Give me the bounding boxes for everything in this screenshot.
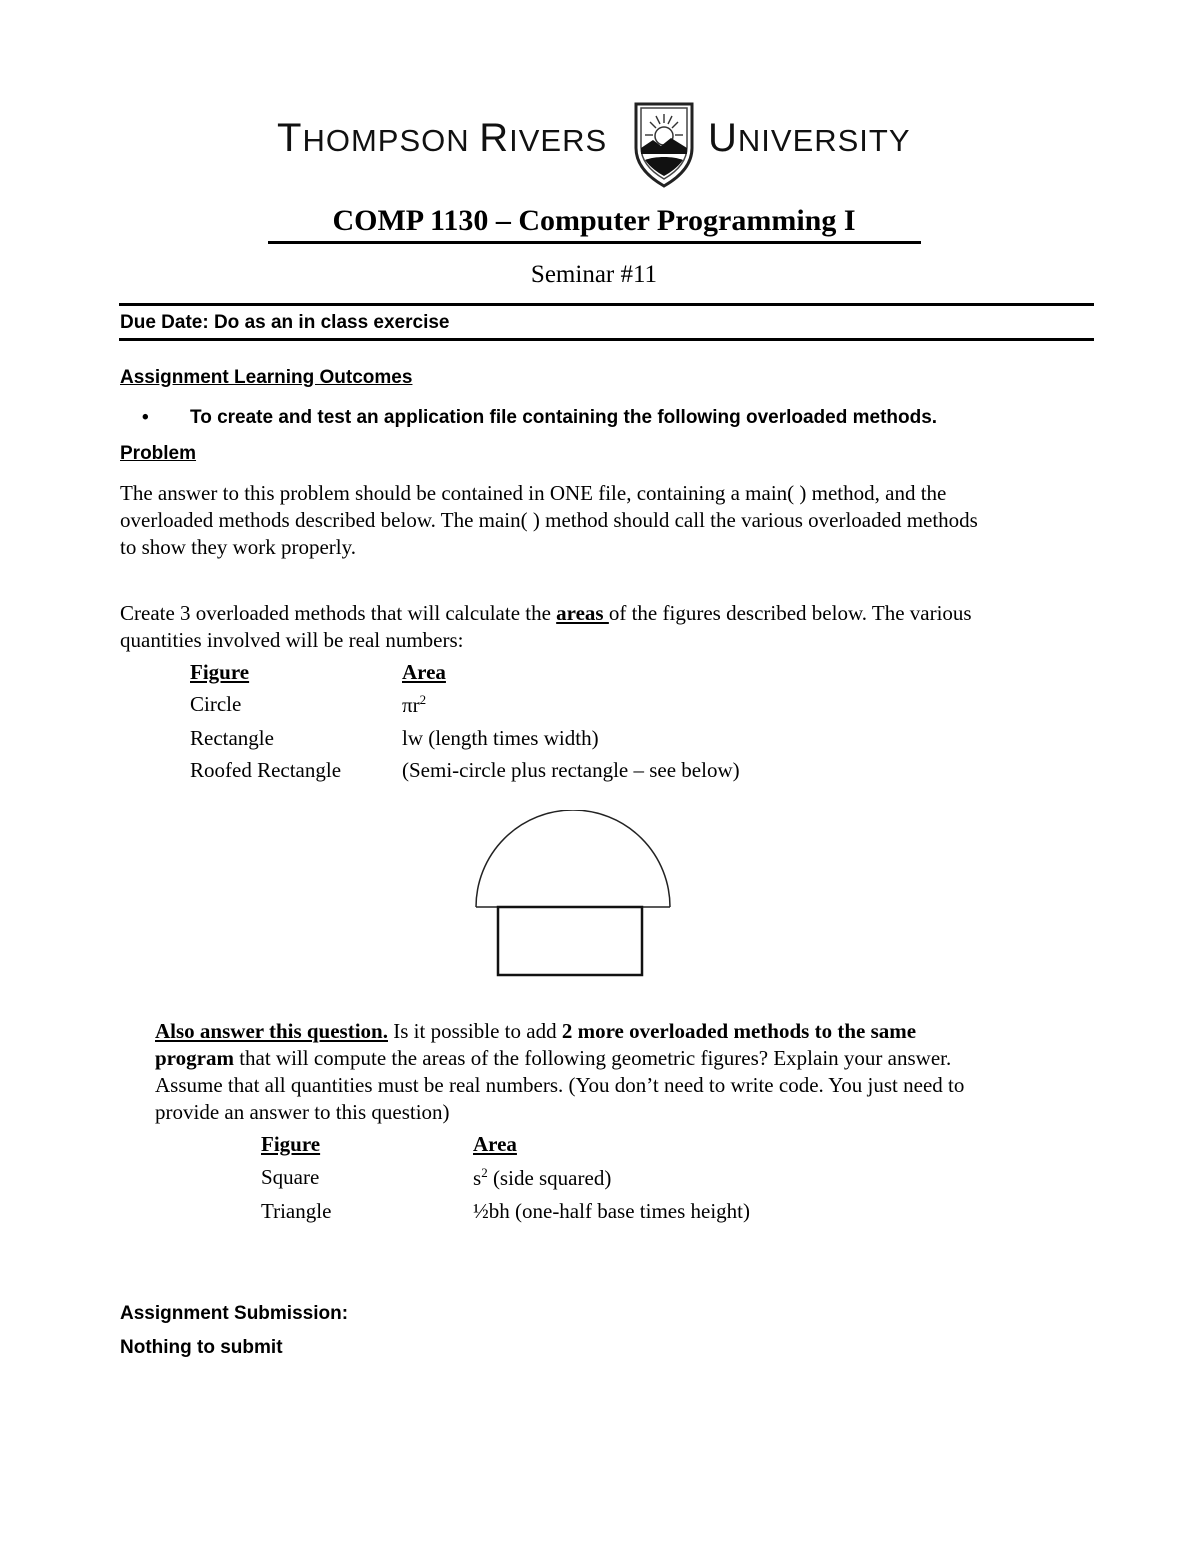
problem-line-3: to show they work properly. bbox=[120, 535, 357, 559]
question-block bbox=[155, 1018, 964, 1126]
outcomes-heading: Assignment Learning Outcomes bbox=[120, 367, 413, 388]
table2-header-area: Area bbox=[473, 1132, 517, 1156]
due-date: Due Date: Do as an in class exercise bbox=[120, 312, 450, 333]
outcome-item: To create and test an application file containing the following overloaded methods. bbox=[190, 407, 938, 428]
table1-row-area bbox=[402, 692, 426, 718]
table2-row-area bbox=[473, 1165, 611, 1191]
submission-heading: Assignment Submission: bbox=[120, 1303, 349, 1324]
seminar-subtitle: Seminar #11 bbox=[530, 261, 658, 288]
problem-p2-text-a: Create 3 overloaded methods that will calculate the bbox=[120, 601, 557, 625]
university-crest-logo bbox=[633, 102, 695, 188]
problem-p2-text-b: of the figures described below. The various bbox=[608, 601, 972, 625]
problem-p2-line-1 bbox=[120, 600, 972, 627]
divider-bottom bbox=[119, 338, 1094, 341]
course-title: COMP 1130 – Computer Programming I bbox=[332, 204, 856, 237]
square-area-note: (side squared) bbox=[487, 1166, 612, 1190]
problem-line-2: overloaded methods described below. The main( ) method should call the various overloaded methods bbox=[120, 508, 978, 532]
square-area-exponent: 2 bbox=[481, 1165, 488, 1180]
table2-header-figure: Figure bbox=[261, 1132, 321, 1156]
table2-row-area: ½bh (one-half base times height) bbox=[473, 1199, 750, 1223]
table2-row-figure: Triangle bbox=[261, 1199, 332, 1223]
problem-line-1: The answer to this problem should be contained in ONE file, containing a main( ) method, and the bbox=[120, 481, 947, 505]
university-name-left: THOMPSON RIVERS bbox=[277, 116, 608, 160]
areas-emphasis: areas bbox=[556, 601, 609, 625]
problem-paragraph-1 bbox=[120, 480, 978, 561]
table2-row-figure: Square bbox=[261, 1165, 320, 1189]
divider-top bbox=[119, 303, 1094, 306]
question-text-b: that will compute the areas of the following geometric figures? Explain your answer. bbox=[233, 1046, 952, 1070]
table1-row-figure: Roofed Rectangle bbox=[190, 758, 342, 782]
roofed-rectangle-diagram bbox=[470, 810, 680, 985]
square-area-base: s bbox=[473, 1166, 482, 1190]
problem-paragraph-2 bbox=[120, 600, 972, 654]
question-bold-b: program bbox=[155, 1046, 234, 1070]
table1-header-area: Area bbox=[402, 660, 446, 684]
university-name-right: UNIVERSITY bbox=[708, 116, 911, 160]
submission-text: Nothing to submit bbox=[120, 1337, 283, 1358]
question-line-4: provide an answer to this question) bbox=[155, 1100, 450, 1124]
table1-row-area: (Semi-circle plus rectangle – see below) bbox=[402, 758, 740, 782]
question-line-3: Assume that all quantities must be real numbers. (You don’t need to write code. You just need to bbox=[155, 1073, 965, 1097]
question-lead: Also answer this question. bbox=[155, 1019, 388, 1043]
question-line-2 bbox=[155, 1045, 964, 1072]
problem-p2-line-2: quantities involved will be real numbers: bbox=[120, 628, 464, 652]
title-underline bbox=[268, 241, 921, 244]
table1-row-figure: Circle bbox=[190, 692, 242, 716]
circle-area-exponent: 2 bbox=[419, 692, 427, 707]
problem-heading: Problem bbox=[120, 443, 197, 464]
question-text-a: Is it possible to add bbox=[388, 1019, 562, 1043]
outcome-bullet: • bbox=[142, 407, 149, 428]
table1-header-figure: Figure bbox=[190, 660, 250, 684]
table1-row-area: lw (length times width) bbox=[402, 726, 599, 750]
rectangle-body bbox=[498, 907, 642, 975]
semi-circle-roof bbox=[476, 810, 670, 907]
circle-area-formula: πr bbox=[402, 693, 420, 717]
question-line-1 bbox=[155, 1018, 964, 1045]
table1-row-figure: Rectangle bbox=[190, 726, 274, 750]
question-bold-a: 2 more overloaded methods to the same bbox=[561, 1019, 917, 1043]
